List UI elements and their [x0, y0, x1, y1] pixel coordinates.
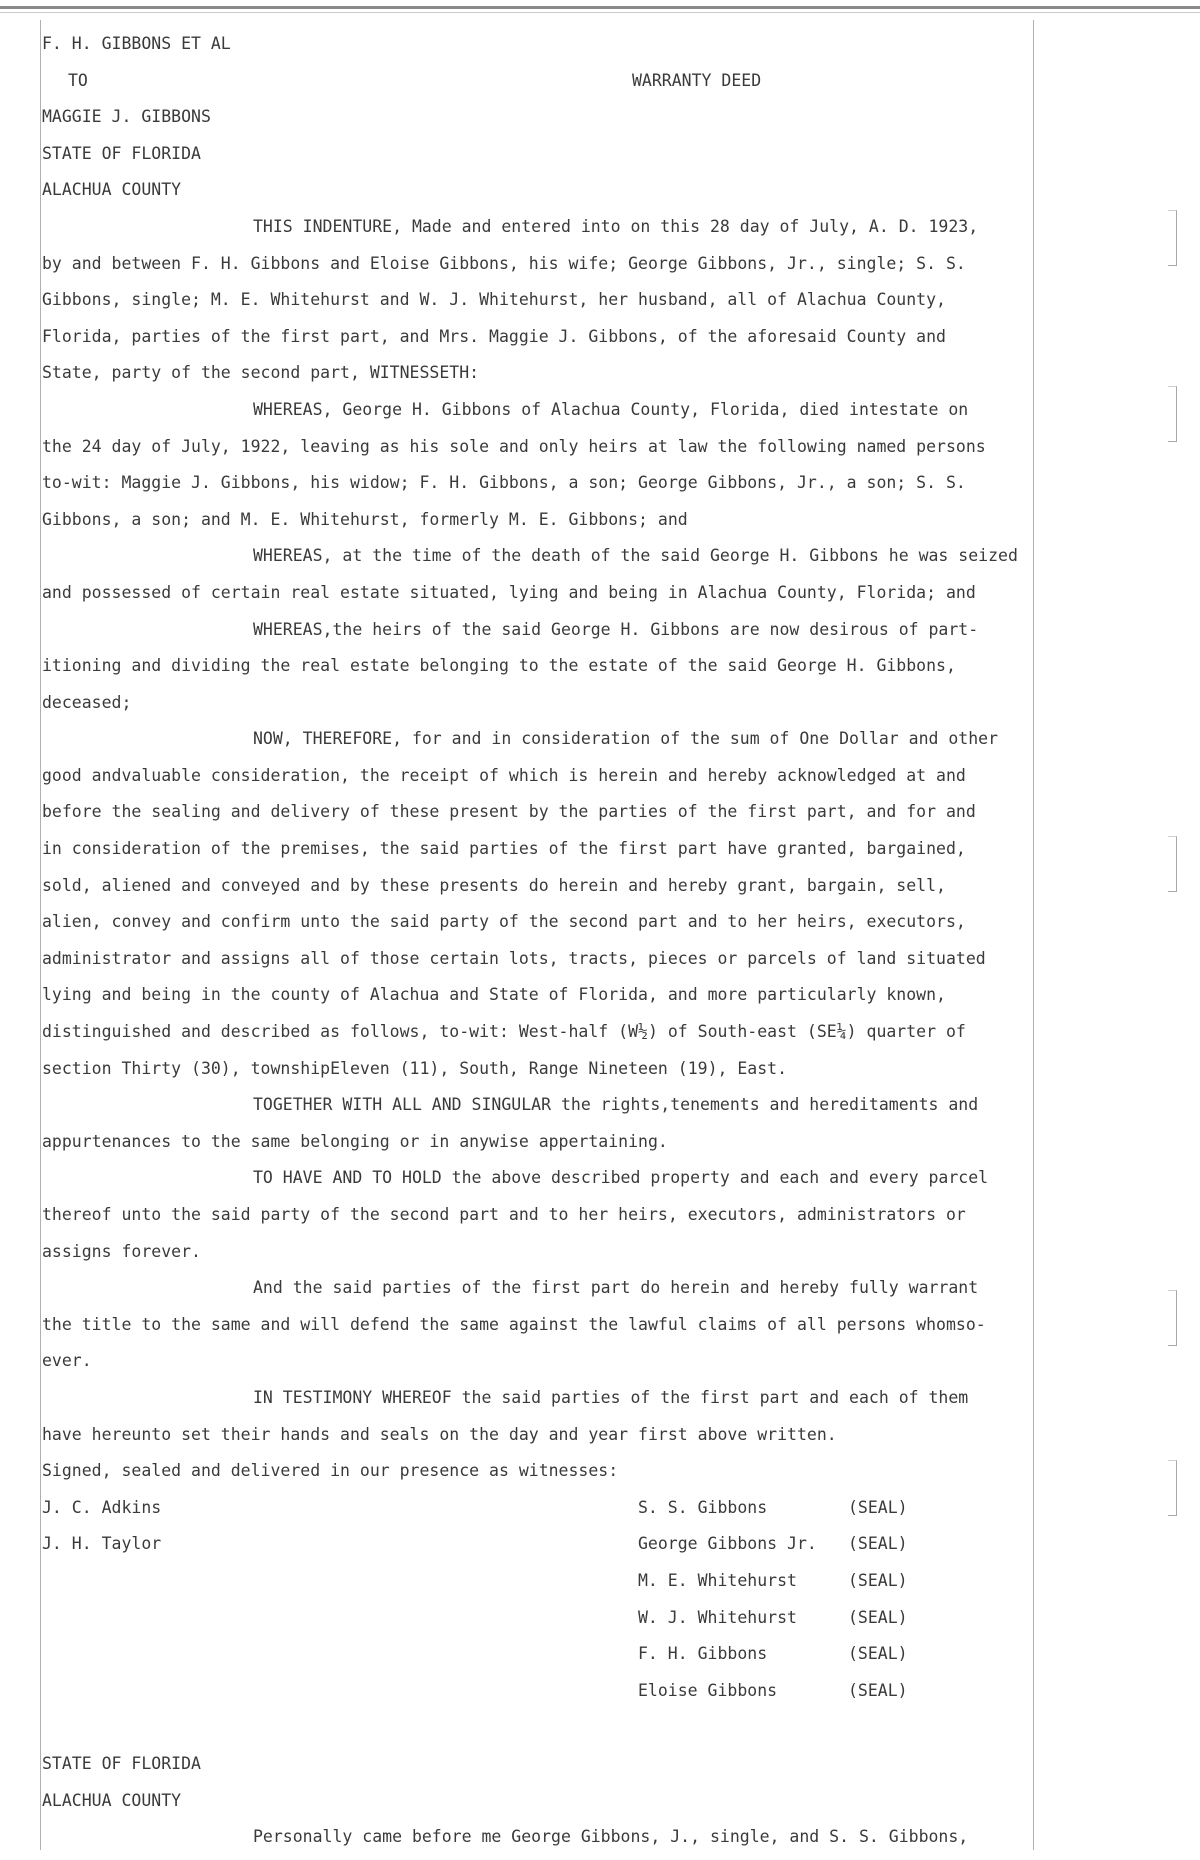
body-line: lying and being in the county of Alachua and State of Florida, and more particularly known,	[42, 985, 946, 1005]
body-line: to-wit: Maggie J. Gibbons, his widow; F. H. Gibbons, a son; George Gibbons, Jr., a son; S. S.	[42, 473, 966, 493]
body-line: have hereunto set their hands and seals on the day and year first above written.	[42, 1424, 837, 1444]
binding-mark	[1168, 1290, 1177, 1346]
body-line: NOW, THEREFORE, for and in consideration of the sum of One Dollar and other	[253, 729, 999, 749]
body-line: Gibbons, single; M. E. Whitehurst and W. J. Whitehurst, her husband, all of Alachua County,	[42, 290, 946, 310]
spacer	[42, 1709, 1052, 1746]
body-line: good andvaluable consideration, the receipt of which is herein and hereby acknowledged at and	[42, 765, 966, 785]
signature-row	[42, 1490, 1052, 1527]
body-line: ever.	[42, 1351, 92, 1371]
signatory-name: M. E. Whitehurst	[638, 1570, 797, 1590]
binding-mark	[1168, 386, 1177, 442]
body-line: WHEREAS, at the time of the death of the said George H. Gibbons he was seized	[253, 546, 1018, 566]
seal-mark: (SEAL)	[848, 1680, 908, 1700]
body-line: IN TESTIMONY WHEREOF the said parties of the first part and each of them	[253, 1387, 969, 1407]
signature-row	[42, 1636, 1052, 1673]
witness-intro: Signed, sealed and delivered in our presence as witnesses:	[42, 1461, 619, 1481]
signatory-name: George Gibbons Jr.	[638, 1534, 817, 1554]
body-line: sold, aliened and conveyed and by these presents do herein and hereby grant, bargain, sell,	[42, 875, 946, 895]
body-line: assigns forever.	[42, 1241, 201, 1261]
body-line: in consideration of the premises, the said parties of the first part have granted, bargained,	[42, 839, 966, 859]
ack-state: STATE OF FLORIDA	[42, 1753, 201, 1773]
top-rule-thin	[0, 12, 1200, 13]
signature-row	[42, 1673, 1052, 1710]
body-line: TO HAVE AND TO HOLD the above described property and each and every parcel	[253, 1168, 989, 1188]
body-line: alien, convey and confirm unto the said party of the second part and to her heirs, executors,	[42, 912, 966, 932]
signatory-name: S. S. Gibbons	[638, 1497, 768, 1517]
body-line: the title to the same and will defend the same against the lawful claims of all persons whomso-	[42, 1314, 986, 1334]
deed-text	[42, 26, 1052, 1856]
body-line: itioning and dividing the real estate belonging to the estate of the said George H. Gibbons,	[42, 656, 956, 676]
binding-mark	[1168, 836, 1177, 892]
body-line: and possessed of certain real estate situated, lying and being in Alachua County, Florida; and	[42, 582, 976, 602]
body-line: section Thirty (30), townshipEleven (11), South, Range Nineteen (19), East.	[42, 1058, 788, 1078]
body-line: distinguished and described as follows, to-wit: West-half (W½) of South-east (SE¼) quarter of	[42, 1022, 966, 1042]
signatory-name: Eloise Gibbons	[638, 1680, 778, 1700]
state-line: STATE OF FLORIDA	[42, 143, 201, 163]
body-line: And the said parties of the first part do herein and hereby fully warrant	[253, 1278, 979, 1298]
body-line: thereof unto the said party of the second part and to her heirs, executors, administrators or	[42, 1205, 966, 1224]
seal-mark: (SEAL)	[848, 1497, 908, 1517]
body-line: before the sealing and delivery of these present by the parties of the first part, and for and	[42, 802, 976, 822]
body-line: Gibbons, a son; and M. E. Whitehurst, formerly M. E. Gibbons; and	[42, 509, 688, 529]
body-line: THIS INDENTURE, Made and entered into on this 28 day of July, A. D. 1923,	[253, 216, 979, 236]
body-line: deceased;	[42, 692, 132, 712]
left-margin-line	[40, 20, 41, 1850]
signature-row	[42, 1600, 1052, 1637]
signature-row	[42, 1563, 1052, 1600]
binding-mark	[1168, 210, 1177, 266]
document-title: WARRANTY DEED	[632, 70, 762, 90]
body-line: administrator and assigns all of those certain lots, tracts, pieces or parcels of land situated	[42, 948, 986, 968]
body-line: Florida, parties of the first part, and Mrs. Maggie J. Gibbons, of the aforesaid County and	[42, 326, 946, 346]
signature-row	[42, 1526, 1052, 1563]
body-line: State, party of the second part, WITNESSETH:	[42, 363, 480, 383]
seal-mark: (SEAL)	[848, 1570, 908, 1590]
county-line: ALACHUA COUNTY	[42, 180, 182, 200]
top-rule	[0, 6, 1200, 9]
body-line: appurtenances to the same belonging or in anywise appertaining.	[42, 1131, 668, 1151]
seal-mark: (SEAL)	[848, 1607, 908, 1627]
grantee-line: MAGGIE J. GIBBONS	[42, 107, 211, 127]
body-line: WHEREAS,the heirs of the said George H. Gibbons are now desirous of part-	[253, 619, 979, 639]
grantor-line: F. H. GIBBONS ET AL	[42, 34, 231, 53]
ack-county: ALACHUA COUNTY	[42, 1790, 182, 1810]
witness-name: J. C. Adkins	[42, 1497, 162, 1517]
body-line: WHEREAS, George H. Gibbons of Alachua County, Florida, died intestate on	[253, 399, 969, 419]
body-line: the 24 day of July, 1922, leaving as his sole and only heirs at law the following named persons	[42, 436, 986, 456]
signatory-name: W. J. Whitehurst	[638, 1607, 797, 1627]
signatory-name: F. H. Gibbons	[638, 1644, 768, 1664]
body-line: by and between F. H. Gibbons and Eloise Gibbons, his wife; George Gibbons, Jr., single; S. S.	[42, 253, 966, 273]
to-title-line	[42, 63, 1052, 100]
to-label: TO	[68, 70, 88, 90]
ack-text: Personally came before me George Gibbons, J., single, and S. S. Gibbons,	[253, 1827, 969, 1847]
body-line: TOGETHER WITH ALL AND SINGULAR the rights,tenements and hereditaments and	[253, 1095, 979, 1115]
seal-mark: (SEAL)	[848, 1534, 908, 1554]
binding-mark	[1168, 1460, 1177, 1516]
seal-mark: (SEAL)	[848, 1644, 908, 1664]
witness-name: J. H. Taylor	[42, 1534, 162, 1554]
